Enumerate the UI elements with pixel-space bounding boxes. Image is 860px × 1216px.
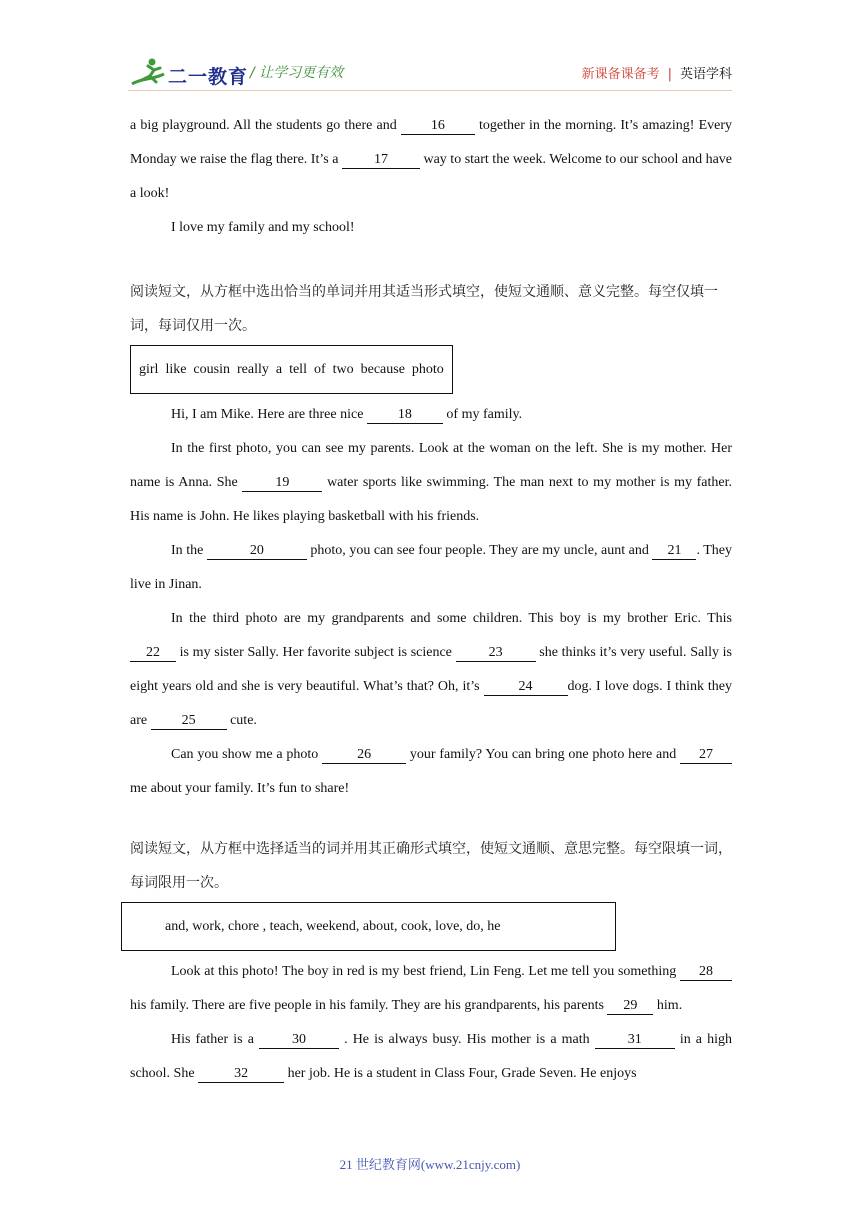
text: way to start the week. Welcome to our school and have a look! [130,152,733,201]
text: cute. [230,713,257,728]
text: photo, you can see four people. They are my uncle, aunt and [310,543,649,558]
text: Hi, I am Mike. Here are three nice [171,407,364,422]
s2-paragraph-4 [130,602,732,738]
header-course-label: 新课备课备考 [581,67,660,82]
s2-paragraph-5 [130,738,732,806]
text: In the third photo are my grandparents and some children. This boy is my brother Eric. This [171,611,732,626]
text: dog. I love dogs. I think they are [130,679,732,728]
s3-paragraph-2 [130,1023,732,1091]
section2-instruction: 阅读短文，从方框中选出恰当的单词并用其适当形式填空，使短文通顺、意义完整。每空仅填一词，每词仅用一次。 [130,284,718,334]
blank-29: 29 [607,998,653,1015]
text: she thinks it’s very useful. Sally is eight years old and she is very beautiful. What’s that? Oh, it’s [130,645,732,694]
blank-25: 25 [151,713,227,730]
text: . He is always busy. His mother is a math [344,1032,590,1047]
blank-16: 16 [401,118,475,135]
text: water sports like swimming. The man next to my mother is my father. His name is John. He likes playing basketball with his friends. [130,475,732,524]
section3-instruction: 阅读短文，从方框中选择适当的词并用其正确形式填空，使短文通顺、意思完整。每空限填一词，每词限用一次。 [130,841,732,891]
header-divider [128,90,732,91]
page-header [128,56,732,92]
text: His father is a [171,1032,254,1047]
blank-22: 22 [130,645,176,662]
header-right [582,63,732,82]
blank-19: 19 [242,475,322,492]
text: in a high school. She [130,1032,733,1081]
passage1-closing: I love my family and my school! [171,220,355,235]
document-body [130,109,732,1091]
s2-paragraph-1 [130,398,732,432]
text: Can you show me a photo [171,747,319,762]
text: her job. He is a student in Class Four, Grade Seven. He enjoys [287,1066,637,1081]
section3-word-box: and, work, chore , teach, weekend, about, cook, love, do, he [121,902,616,951]
slogan: / 让学习更有效 [250,65,344,81]
logo-text: 二一教育 [168,66,249,88]
text: In the first photo, you can see my parents. Look at the woman on the left. She is my mother. Her name is Anna. She [130,441,732,490]
blank-27: 27 [680,747,732,764]
text: . They live in Jinan. [130,543,732,592]
s2-paragraph-2 [130,432,732,534]
section2-word-box: girl like cousin really a tell of two because photo [130,345,453,394]
blank-21: 21 [652,543,696,560]
text: a big playground. All the students go there and [130,118,397,133]
text: me about your family. It’s fun to share! [130,781,350,796]
text: your family? You can bring one photo here and [409,747,677,762]
blank-28: 28 [680,964,732,981]
text: him. [656,998,683,1013]
text: his family. There are five people in his family. They are his grandparents, his parents [130,998,604,1013]
blank-18: 18 [367,407,443,424]
text: together in the morning. It’s amazing! Every Monday we raise the flag there. It’s a [130,118,733,167]
header-separator: | [667,67,672,82]
blank-26: 26 [322,747,406,764]
blank-20: 20 [207,543,307,560]
header-subject-label: 英语学科 [679,67,732,82]
text: is my sister Sally. Her favorite subject is science [179,645,452,660]
text: In the [171,543,204,558]
passage1-paragraph [130,109,732,211]
s2-paragraph-3 [130,534,732,602]
text: Look at this photo! The boy in red is my best friend, Lin Feng. Let me tell you something [171,964,677,979]
blank-30: 30 [259,1032,339,1049]
blank-32: 32 [198,1066,284,1083]
blank-17: 17 [342,152,420,169]
blank-23: 23 [456,645,536,662]
blank-24: 24 [484,679,568,696]
blank-31: 31 [595,1032,675,1049]
text: of my family. [446,407,523,422]
s3-paragraph-1 [130,955,732,1023]
page-footer: 21 世纪教育网(www.21cnjy.com) [339,1157,521,1172]
